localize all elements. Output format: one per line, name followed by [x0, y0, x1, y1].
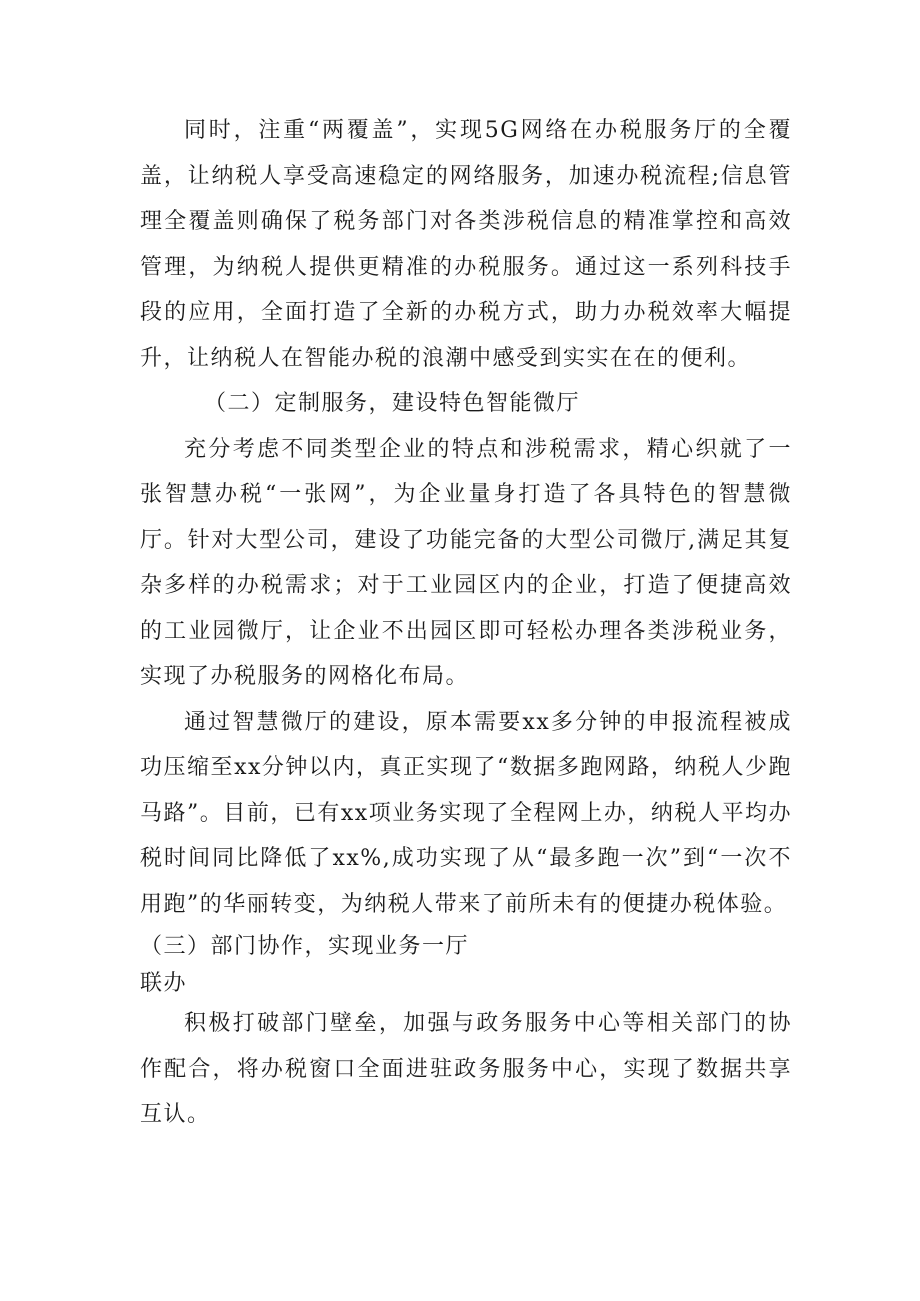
section-heading-3-line2: 联办	[140, 971, 188, 996]
document-page	[140, 108, 792, 1138]
section-heading-2: （二）定制服务，建设特色智能微厅	[204, 391, 581, 416]
section-heading-3-line1: （三）部门协作，实现业务一厅	[140, 934, 470, 959]
paragraph-smart-microhall: 充分考虑不同类型企业的特点和涉税需求，精心织就了一张智慧办税“一张网”，为企业量身打造了各具特色的智慧微厅。针对大型公司，建设了功能完备的大型公司微厅,满足其复杂多样的办税需求；对于工业园区内的企业，打造了便捷高效的工业园微厅，让企业不出园区即可轻松办理各类涉税业务，实现了办税服务的网格化布局。	[140, 436, 792, 689]
paragraph-department-cooperation: 积极打破部门壁垒，加强与政务服务中心等相关部门的协作配合，将办税窗口全面进驻政务服务中心，实现了数据共享互认。	[140, 1011, 792, 1127]
paragraph-5g-coverage: 同时，注重“两覆盖”，实现5G网络在办税服务厅的全覆盖，让纳税人享受高速稳定的网络服务，加速办税流程;信息管理全覆盖则确保了税务部门对各类涉税信息的精准掌控和高效管理，为纳税人提供更精准的办税服务。通过这一系列科技手段的应用，全面打造了全新的办税方式，助力办税效率大幅提升，让纳税人在智能办税的浪潮中感受到实实在在的便利。	[140, 118, 792, 371]
paragraph-results: 通过智慧微厅的建设，原本需要xx多分钟的申报流程被成功压缩至xx分钟以内，真正实现了“数据多跑网路，纳税人少跑马路”。目前，已有xx项业务实现了全程网上办，纳税人平均办税时间同比降低了xx%,成功实现了从“最多跑一次”到“一次不用跑”的华丽转变，为纳税人带来了前所未有的便捷办税体验。	[140, 709, 792, 917]
section-heading-3	[140, 927, 792, 1001]
